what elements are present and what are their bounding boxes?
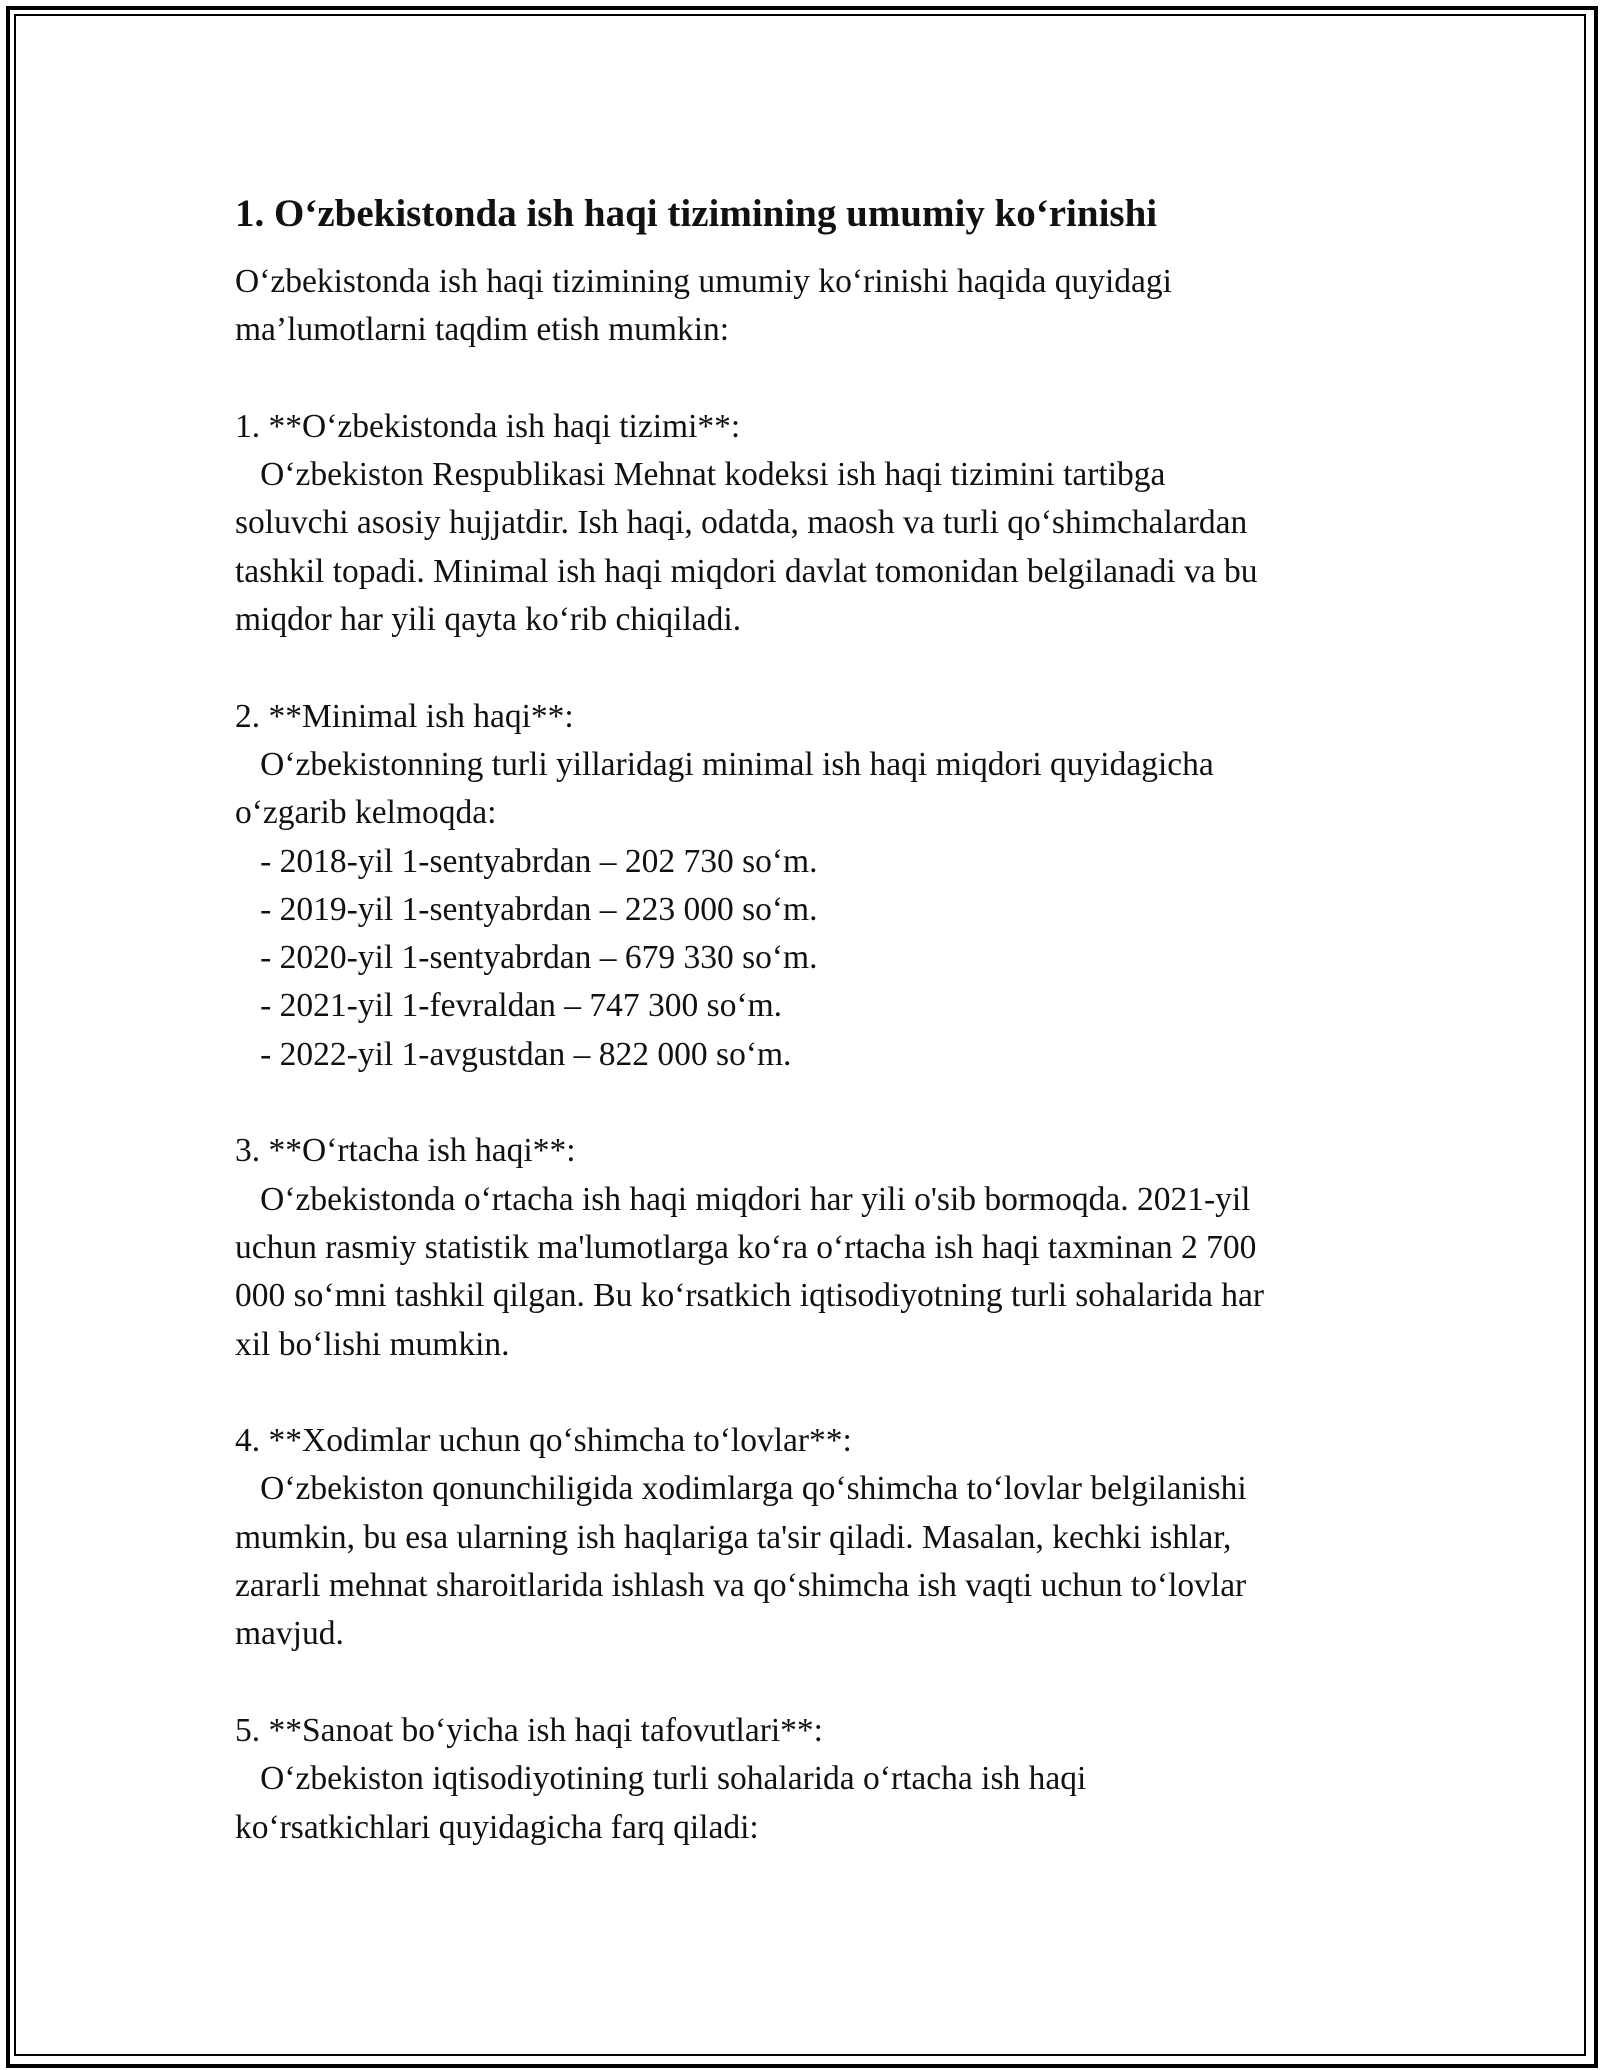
text-line: mavjud. <box>235 1615 344 1653</box>
text-line: O‘zbekistonda ish haqi tizimining umumiy ko‘rinishi haqida quyidagi <box>235 263 1172 300</box>
subheading-5: 5. **Sanoat bo‘yicha ish haqi tafovutlari**: <box>235 1711 823 1749</box>
subheading-3: 3. **O‘rtacha ish haqi**: <box>235 1132 576 1170</box>
subheading-4: 4. **Xodimlar uchun qo‘shimcha to‘lovlar**: <box>235 1422 852 1460</box>
text-line: zararli mehnat sharoitlarida ishlash va qo‘shimcha ish vaqti uchun to‘lovlar <box>235 1567 1247 1605</box>
text-line: O‘zbekistonda o‘rtacha ish haqi miqdori har yili o'sib bormoqda. 2021-yil <box>235 1180 1251 1218</box>
text-line: o‘zgarib kelmoqda: <box>235 794 497 832</box>
text-line: O‘zbekiston qonunchiligida xodimlarga qo‘shimcha to‘lovlar belgilanishi <box>235 1470 1247 1508</box>
list-item: - 2021-yil 1-fevraldan – 747 300 so‘m. <box>235 987 783 1025</box>
text-line: ma’lumotlarni taqdim etish mumkin: <box>235 311 730 349</box>
blank-line <box>235 1079 1375 1127</box>
text-line: ko‘rsatkichlari quyidagicha farq qiladi: <box>235 1808 759 1846</box>
blank-line <box>235 644 1375 692</box>
text-line: 000 so‘mni tashkil qilgan. Bu ko‘rsatkich iqtisodiyotning turli sohalarida har <box>235 1277 1265 1315</box>
list-item: - 2019-yil 1-sentyabrdan – 223 000 so‘m. <box>235 890 818 928</box>
blank-line <box>235 355 1375 403</box>
blank-line <box>235 1659 1375 1707</box>
subheading-2: 2. **Minimal ish haqi**: <box>235 697 574 735</box>
blank-line <box>235 1369 1375 1417</box>
text-line: miqdor har yili qayta ko‘rib chiqiladi. <box>235 601 742 639</box>
list-item: - 2022-yil 1-avgustdan – 822 000 so‘m. <box>235 1035 792 1073</box>
text-line: soluvchi asosiy hujjatdir. Ish haqi, odatda, maosh va turli qo‘shimchalardan <box>235 504 1248 542</box>
text-line: O‘zbekistonning turli yillaridagi minimal ish haqi miqdori quyidagicha <box>235 745 1214 783</box>
text-line: O‘zbekiston Respublikasi Mehnat kodeksi ish haqi tizimini tartibga <box>235 456 1166 494</box>
text-line: tashkil topadi. Minimal ish haqi miqdori davlat tomonidan belgilanadi va bu <box>235 552 1258 590</box>
text-line: xil bo‘lishi mumkin. <box>235 1325 510 1363</box>
subheading-1: 1. **O‘zbekistonda ish haqi tizimi**: <box>235 407 741 445</box>
list-item: - 2018-yil 1-sentyabrdan – 202 730 so‘m. <box>235 842 818 880</box>
body-text <box>235 258 1375 1852</box>
section-title: 1. O‘zbekistonda ish haqi tizimining umumiy ko‘rinishi <box>235 192 1158 235</box>
document-body <box>235 188 1375 1852</box>
text-line: O‘zbekiston iqtisodiyotining turli sohalarida o‘rtacha ish haqi <box>235 1760 1087 1798</box>
list-item: - 2020-yil 1-sentyabrdan – 679 330 so‘m. <box>235 939 818 977</box>
text-line: mumkin, bu esa ularning ish haqlariga ta'sir qiladi. Masalan, kechki ishlar, <box>235 1518 1232 1556</box>
text-line: uchun rasmiy statistik ma'lumotlarga ko‘ra o‘rtacha ish haqi taxminan 2 700 <box>235 1228 1257 1266</box>
